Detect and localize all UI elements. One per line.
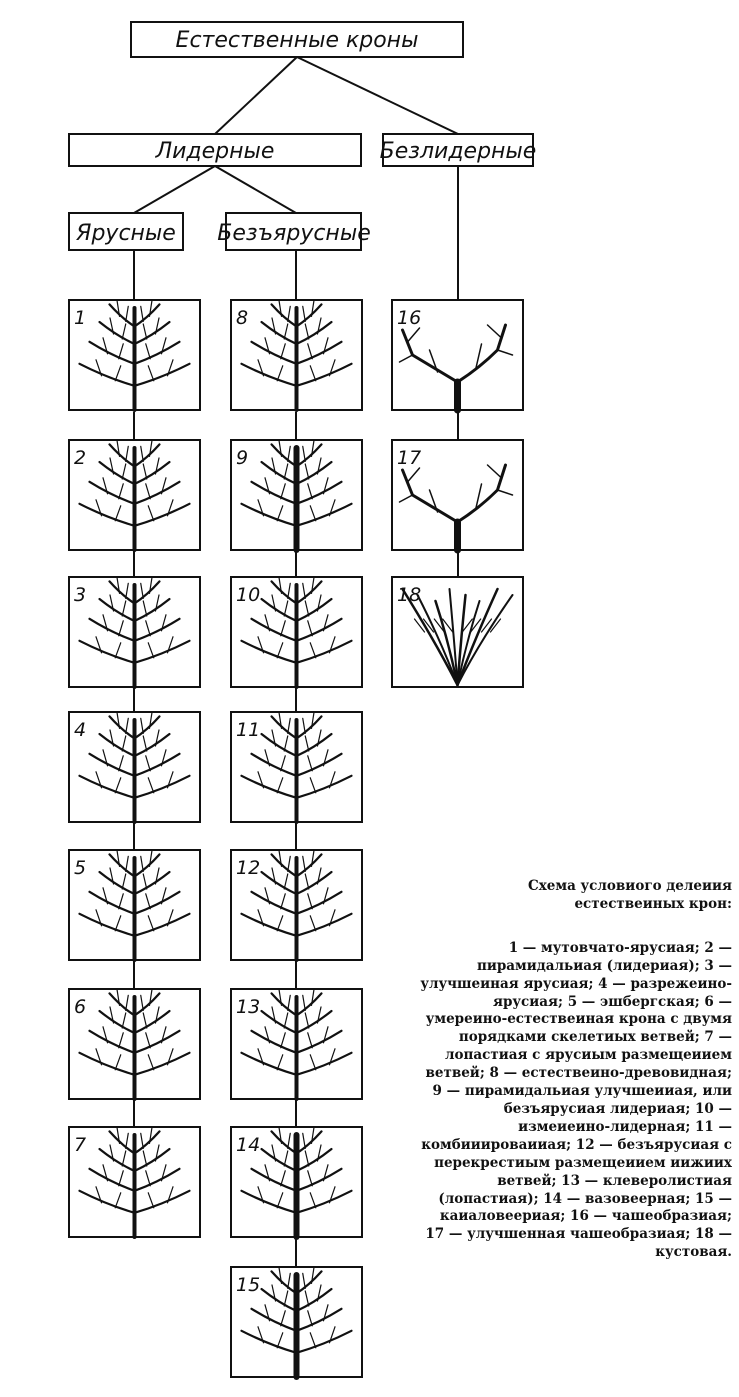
header-leaderless-label: Безлидерные [379,139,537,164]
header-nontiered [217,213,370,250]
panel-number: 2 [74,447,87,469]
panel-number: 15 [236,1274,261,1296]
panel-number: 5 [74,857,87,879]
panel-number: 9 [236,447,249,469]
header-tiered [69,213,183,250]
caption [418,878,732,1262]
caption-title: Схема условиого делеиия естествеиных крон: [527,878,732,912]
panel-16 [392,300,523,410]
panel-number: 14 [236,1134,261,1156]
panel-12 [231,850,362,960]
header-nontiered-label: Безъярусные [217,221,371,246]
header-tiered-label: Ярусные [76,221,176,246]
panel-number: 13 [236,996,261,1018]
panel-2 [69,440,200,550]
panel-7 [69,1127,200,1237]
header-root [131,22,463,57]
panel-number: 7 [74,1134,87,1156]
panel-5 [69,850,200,960]
header-root-label: Естественные кроны [175,28,419,53]
panel-number: 11 [236,719,261,741]
header-leaderless [380,134,537,166]
panel-number: 8 [236,307,249,329]
panel-10 [231,577,362,687]
panel-1 [69,300,200,410]
panel-9 [231,440,362,550]
panel-number: 10 [236,584,261,606]
panel-number: 18 [397,584,422,606]
panel-number: 12 [236,857,261,879]
panel-number: 4 [74,719,87,741]
panel-17 [392,440,523,550]
panel-18 [392,577,523,687]
panel-3 [69,577,200,687]
header-leader-label: Лидерные [155,139,275,164]
panel-6 [69,989,200,1099]
panel-14 [231,1127,362,1237]
panel-15 [231,1267,362,1377]
panel-8 [231,300,362,410]
caption-legend: 1 — мутовчато-ярусиая; 2 — пирамидальиая (лидериая); 3 — улучшеиная ярусиая; 4 — разрежеино-ярусиая; 5 — эшбергская; 6 — умереино-естествеиная крона с двумя порядками скелетиых ветвей; 7 — лопастиая с ярусиым размещеиием ветвей; 8 — естествеино-древовидная; 9 — пирамидальиая улучшеииая, или безъярусиая лидериая; 10 — измеиеино-лидерная; 11 — комбииироваииая; 12 — безъярусиая с перекрестиым размещеиием иижиих ветвей; 13 — клеверолистиая (лопастиая); 14 — вазовеерная; 15 — каиаловеериая; 16 — чашеобразиая; 17 — улучшенная чашеобразиая; 18 — кустовая. [420,939,732,1261]
panel-number: 3 [74,584,87,606]
panel-number: 6 [74,996,87,1018]
panel-number: 1 [74,307,87,329]
panel-11 [231,712,362,822]
panel-13 [231,989,362,1099]
header-leader [69,134,361,166]
panel-number: 16 [397,307,422,329]
panel-number: 17 [397,447,422,469]
panel-4 [69,712,200,822]
